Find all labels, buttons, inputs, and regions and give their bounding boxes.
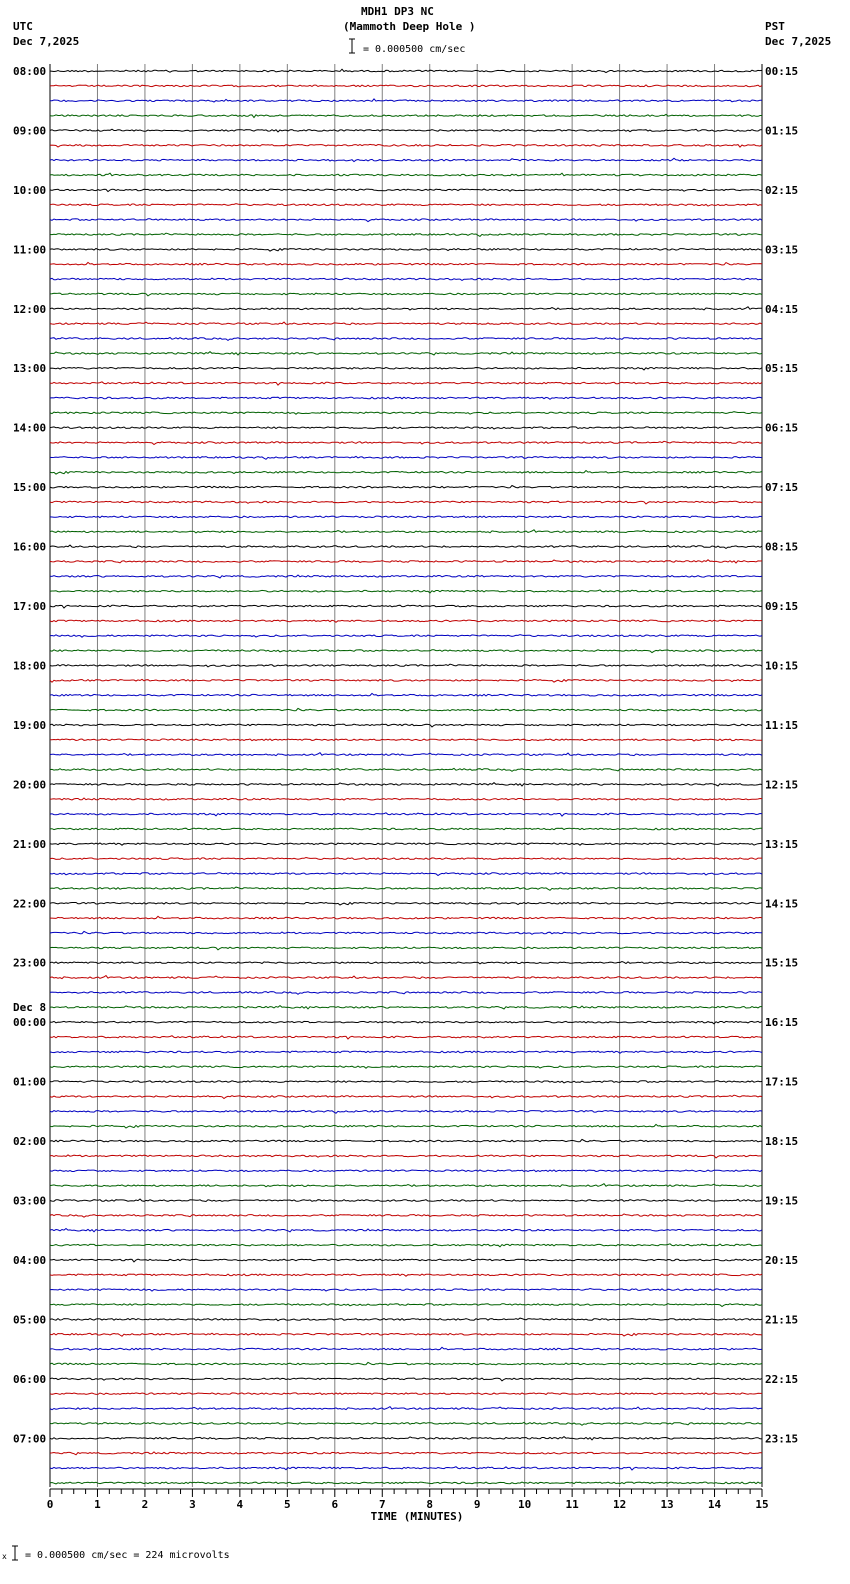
trace-row-46: [50, 753, 762, 756]
trace-row-21: [50, 382, 762, 385]
scale-text: = 0.000500 cm/sec: [363, 44, 466, 55]
left-time-label-17: 01:00: [13, 1075, 47, 1089]
trace-row-79: [50, 1244, 762, 1247]
trace-row-28: [50, 486, 762, 488]
x-tick-label-3: 3: [189, 1498, 196, 1511]
trace-row-39: [50, 650, 762, 653]
trace-row-29: [50, 501, 762, 504]
trace-row-14: [50, 278, 762, 280]
trace-row-8: [50, 189, 762, 192]
left-time-label-22: 06:00: [13, 1372, 47, 1386]
left-time-label-21: 05:00: [13, 1313, 47, 1327]
footer-mark: x: [2, 1552, 7, 1561]
trace-row-61: [50, 976, 762, 979]
trace-row-65: [50, 1036, 762, 1039]
trace-row-92: [50, 1437, 762, 1440]
left-time-label-23: 07:00: [13, 1432, 47, 1446]
left-time-label-15: 23:00: [13, 956, 47, 970]
trace-row-93: [50, 1452, 762, 1455]
trace-row-22: [50, 397, 762, 399]
x-tick-label-1: 1: [94, 1498, 101, 1511]
right-date: Dec 7,2025: [765, 35, 832, 48]
trace-row-23: [50, 412, 762, 415]
trace-row-67: [50, 1066, 762, 1068]
left-timezone: UTC: [13, 20, 33, 33]
right-time-label-2: 02:15: [765, 183, 799, 197]
right-time-label-10: 10:15: [765, 659, 799, 673]
trace-row-0: [50, 69, 762, 72]
right-time-label-18: 18:15: [765, 1135, 799, 1149]
trace-row-15: [50, 293, 762, 296]
trace-row-53: [50, 858, 762, 860]
left-time-label-20: 04:00: [13, 1253, 47, 1267]
minute-gridlines: [50, 64, 762, 1487]
trace-row-70: [50, 1110, 762, 1113]
x-tick-label-10: 10: [518, 1498, 532, 1511]
left-time-label-19: 03:00: [13, 1194, 47, 1208]
right-time-label-13: 13:15: [765, 837, 799, 851]
trace-row-7: [50, 173, 762, 176]
trace-row-57: [50, 916, 762, 919]
trace-row-2: [50, 99, 762, 102]
scale-bar-icon: [349, 39, 355, 53]
right-time-label-9: 09:15: [765, 600, 799, 614]
trace-row-74: [50, 1170, 762, 1172]
trace-row-77: [50, 1214, 762, 1217]
trace-row-85: [50, 1333, 762, 1336]
left-time-label-10: 18:00: [13, 659, 47, 673]
trace-row-62: [50, 991, 762, 994]
left-time-label-8: 16:00: [13, 540, 47, 554]
left-time-label-16: 00:00: [13, 1016, 47, 1030]
trace-row-42: [50, 693, 762, 696]
trace-row-88: [50, 1378, 762, 1381]
left-time-label-12: 20:00: [13, 778, 47, 792]
trace-row-91: [50, 1422, 762, 1425]
trace-row-86: [50, 1347, 762, 1350]
trace-row-24: [50, 427, 762, 429]
trace-row-44: [50, 724, 762, 727]
trace-row-90: [50, 1407, 762, 1410]
trace-row-55: [50, 887, 762, 890]
right-time-label-7: 07:15: [765, 481, 799, 495]
right-time-label-11: 11:15: [765, 718, 799, 732]
trace-row-69: [50, 1095, 762, 1098]
trace-row-52: [50, 843, 762, 845]
trace-row-51: [50, 828, 762, 830]
trace-row-54: [50, 873, 762, 876]
trace-row-12: [50, 249, 762, 252]
left-time-label-5: 13:00: [13, 362, 47, 376]
trace-row-63: [50, 1006, 762, 1009]
left-time-label-7: 15:00: [13, 481, 47, 495]
trace-row-13: [50, 262, 762, 265]
trace-row-58: [50, 931, 762, 934]
trace-row-27: [50, 471, 762, 475]
trace-row-87: [50, 1362, 762, 1364]
trace-row-40: [50, 664, 762, 667]
left-time-label-13: 21:00: [13, 837, 47, 851]
trace-row-45: [50, 739, 762, 741]
trace-row-37: [50, 620, 762, 622]
right-time-label-23: 23:15: [765, 1432, 799, 1446]
chart-subtitle: (Mammoth Deep Hole ): [343, 20, 476, 33]
x-tick-label-6: 6: [331, 1498, 339, 1511]
trace-row-76: [50, 1199, 762, 1202]
left-time-label-3: 11:00: [13, 243, 47, 257]
x-tick-label-12: 12: [612, 1498, 627, 1511]
trace-row-75: [50, 1184, 762, 1187]
trace-row-25: [50, 441, 762, 444]
x-axis-title: TIME (MINUTES): [370, 1510, 464, 1523]
left-time-label-4: 12:00: [13, 302, 47, 316]
left-time-label-14: 22:00: [13, 897, 47, 911]
right-time-label-12: 12:15: [765, 778, 799, 792]
x-tick-label-13: 13: [660, 1498, 674, 1511]
x-tick-label-5: 5: [284, 1498, 291, 1511]
trace-row-59: [50, 947, 762, 950]
trace-row-82: [50, 1289, 762, 1292]
trace-row-64: [50, 1021, 762, 1023]
trace-row-38: [50, 635, 762, 638]
trace-row-9: [50, 204, 762, 207]
trace-row-89: [50, 1393, 762, 1395]
trace-row-56: [50, 903, 762, 906]
trace-row-17: [50, 322, 762, 325]
trace-row-66: [50, 1051, 762, 1053]
trace-row-80: [50, 1259, 762, 1262]
trace-row-35: [50, 590, 762, 593]
right-time-label-5: 05:15: [765, 362, 799, 376]
right-timezone: PST: [765, 20, 785, 33]
right-time-label-16: 16:15: [765, 1016, 799, 1030]
left-date-label: Dec 8: [13, 1001, 47, 1015]
footer-scale-note: = 0.000500 cm/sec = 224 microvolts: [25, 1550, 230, 1561]
trace-row-33: [50, 560, 762, 563]
left-time-label-18: 02:00: [13, 1135, 47, 1149]
trace-row-78: [50, 1229, 762, 1232]
right-time-label-8: 08:15: [765, 540, 799, 554]
left-time-label-9: 17:00: [13, 600, 47, 614]
x-tick-label-14: 14: [707, 1498, 722, 1511]
trace-row-47: [50, 768, 762, 771]
left-date: Dec 7,2025: [13, 35, 80, 48]
right-time-label-3: 03:15: [765, 243, 799, 257]
trace-row-1: [50, 85, 762, 87]
right-time-label-1: 01:15: [765, 124, 799, 138]
trace-row-81: [50, 1274, 762, 1276]
x-axis: [47, 1489, 769, 1523]
trace-row-20: [50, 368, 762, 370]
x-tick-label-4: 4: [236, 1498, 244, 1511]
right-time-label-20: 20:15: [765, 1253, 799, 1267]
trace-row-26: [50, 456, 762, 459]
left-time-label-0: 08:00: [13, 65, 47, 78]
right-time-label-15: 15:15: [765, 956, 799, 970]
footer-scale-bar-icon: [12, 1546, 18, 1560]
right-time-label-19: 19:15: [765, 1194, 799, 1208]
x-tick-label-11: 11: [565, 1498, 579, 1511]
trace-row-83: [50, 1304, 762, 1307]
trace-row-10: [50, 219, 762, 222]
x-tick-label-7: 7: [378, 1498, 386, 1511]
left-time-label-11: 19:00: [13, 718, 47, 732]
trace-row-50: [50, 813, 762, 816]
trace-row-6: [50, 158, 762, 161]
trace-row-94: [50, 1467, 762, 1470]
trace-row-4: [50, 129, 762, 132]
trace-row-5: [50, 144, 762, 147]
trace-row-68: [50, 1081, 762, 1083]
trace-group: [50, 69, 762, 1484]
x-tick-label-9: 9: [473, 1498, 481, 1511]
trace-row-73: [50, 1155, 762, 1158]
trace-row-43: [50, 708, 762, 711]
trace-row-30: [50, 516, 762, 518]
trace-row-41: [50, 679, 762, 682]
right-time-label-4: 04:15: [765, 302, 799, 316]
x-tick-label-8: 8: [426, 1498, 434, 1511]
left-time-label-2: 10:00: [13, 183, 47, 197]
right-time-label-21: 21:15: [765, 1313, 799, 1327]
chart-title: MDH1 DP3 NC: [361, 5, 434, 18]
trace-row-48: [50, 783, 762, 786]
left-time-label-6: 14:00: [13, 421, 47, 435]
trace-row-84: [50, 1318, 762, 1321]
right-time-label-14: 14:15: [765, 897, 799, 911]
left-time-label-1: 09:00: [13, 124, 47, 138]
trace-row-18: [50, 338, 762, 341]
right-time-label-17: 17:15: [765, 1075, 799, 1089]
trace-row-72: [50, 1139, 762, 1141]
trace-row-36: [50, 605, 762, 608]
trace-row-11: [50, 233, 762, 236]
trace-row-34: [50, 575, 762, 578]
right-time-label-0: 00:15: [765, 65, 799, 78]
trace-row-31: [50, 530, 762, 533]
trace-row-71: [50, 1124, 762, 1128]
trace-row-3: [50, 114, 762, 117]
trace-row-16: [50, 307, 762, 310]
right-time-label-6: 06:15: [765, 421, 799, 435]
x-tick-label-2: 2: [141, 1498, 149, 1511]
trace-row-60: [50, 962, 762, 964]
x-tick-label-0: 0: [46, 1498, 54, 1511]
x-tick-label-15: 15: [755, 1498, 769, 1511]
trace-row-19: [50, 352, 762, 355]
trace-row-32: [50, 545, 762, 548]
right-time-label-22: 22:15: [765, 1372, 799, 1386]
trace-row-95: [50, 1482, 762, 1484]
trace-row-49: [50, 798, 762, 800]
